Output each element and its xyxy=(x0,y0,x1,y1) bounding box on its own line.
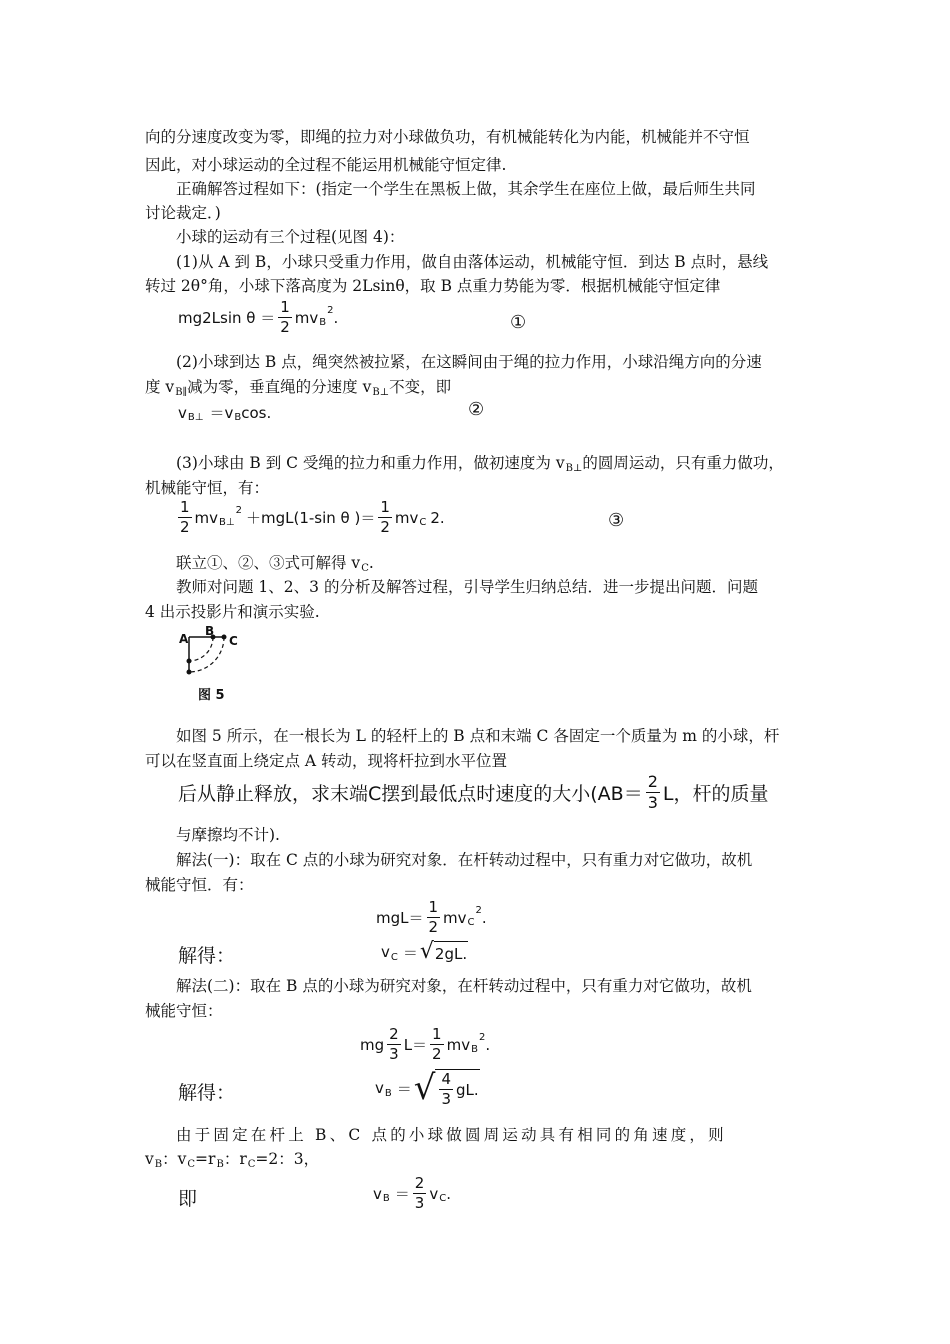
subscript: B xyxy=(216,1159,224,1170)
equation-5 xyxy=(381,941,468,963)
eq-part: mv xyxy=(194,508,219,527)
subscript: C xyxy=(419,517,427,528)
text-line: (1)从 A 到 B，小球只受重力作用，做自由落体运动，机械能守恒．到达 B 点时，悬线 xyxy=(176,253,769,271)
text-part: =2：3， xyxy=(255,1150,320,1168)
fraction xyxy=(427,900,441,935)
ball-c xyxy=(222,635,227,640)
eq-part: . xyxy=(481,908,487,927)
fraction xyxy=(439,1072,453,1107)
denominator: 3 xyxy=(441,1090,451,1108)
equation-8 xyxy=(373,1176,451,1211)
eq-part: . xyxy=(333,308,339,327)
text-line: 教师对问题 1、2、3 的分析及解答过程，引导学生归纳总结．进一步提出问题．问题 xyxy=(176,578,758,596)
numerator: 1 xyxy=(180,498,190,516)
text-part: ：v xyxy=(162,1150,187,1168)
superscript: 2 xyxy=(478,1032,486,1043)
eq-part: gL. xyxy=(456,1080,479,1099)
radicand xyxy=(435,1069,479,1107)
text-line xyxy=(176,553,374,576)
subscript: B⊥ xyxy=(372,387,390,398)
text-line: 由于固定在杆上 B、C 点的小球做圆周运动具有相同的角速度，则 xyxy=(176,1126,727,1144)
fraction xyxy=(378,500,392,535)
radical-sign: √ xyxy=(413,1068,436,1108)
eq-part: ＝ xyxy=(396,1079,412,1098)
text-ji: 即 xyxy=(178,1188,198,1210)
eq-part: mgL＝ xyxy=(376,909,424,927)
eq-part: v xyxy=(381,943,390,961)
subscript: B xyxy=(471,1044,478,1055)
subscript: B xyxy=(382,1193,390,1204)
radicand: 2gL. xyxy=(434,941,468,963)
subscript: C xyxy=(187,1159,196,1170)
eq-part: mg xyxy=(360,1035,385,1054)
denominator: 2 xyxy=(180,518,190,536)
text-line xyxy=(145,377,451,400)
numerator: 2 xyxy=(389,1025,399,1043)
text-part: 不变，即 xyxy=(389,378,452,396)
denominator: 2 xyxy=(432,1045,442,1063)
square-root xyxy=(414,1069,480,1107)
eq-part: ＝v xyxy=(209,404,234,422)
fraction xyxy=(278,300,292,335)
text-line: 4 出示投影片和演示实验. xyxy=(145,603,320,621)
denominator: 3 xyxy=(414,1194,425,1212)
text-line: 械能守恒： xyxy=(145,1002,223,1020)
superscript: 2 xyxy=(475,905,482,916)
text-line xyxy=(176,453,784,476)
ball-c-low xyxy=(187,670,192,675)
ball-b-low xyxy=(187,659,192,664)
text-part: 减为零，垂直绳的分速度 v xyxy=(187,378,372,396)
square-root xyxy=(420,941,468,963)
eq-part: mg2Lsin θ ＝ xyxy=(178,309,276,327)
superscript: 2 xyxy=(235,505,242,516)
arc-b xyxy=(189,637,213,661)
denominator: 2 xyxy=(380,518,390,536)
eq-part: L＝ xyxy=(403,1036,428,1054)
text-part: v xyxy=(145,1150,154,1168)
denominator: 3 xyxy=(389,1045,399,1063)
numerator: 4 xyxy=(441,1070,451,1088)
eq-part: cos. xyxy=(241,403,272,422)
problem-statement-line xyxy=(178,774,769,811)
eq-part: . xyxy=(485,1035,491,1054)
fraction xyxy=(430,1027,444,1062)
eq-part: mv xyxy=(443,908,467,927)
subscript: C xyxy=(390,951,398,963)
equation-marker-3: ③ xyxy=(608,510,625,531)
fraction xyxy=(387,1027,401,1062)
text-line: 械能守恒．有： xyxy=(145,876,254,894)
subscript: C xyxy=(361,563,369,574)
subscript: B xyxy=(319,317,327,328)
eq-part: mv xyxy=(294,308,319,327)
equation-3 xyxy=(175,500,445,535)
subscript: C xyxy=(467,917,475,928)
subscript: C xyxy=(439,1193,447,1204)
text-line xyxy=(145,1149,319,1172)
subscript: C xyxy=(247,1159,256,1170)
text-line: 解法(一)：取在 C 点的小球为研究对象．在杆转动过程中，只有重力对它做功，故机 xyxy=(176,851,753,869)
text-line: 与摩擦均不计). xyxy=(176,826,280,844)
subscript: B⊥ xyxy=(219,517,235,528)
equation-2 xyxy=(178,402,271,423)
eq-part: . xyxy=(446,1184,451,1203)
solution-label: 解得： xyxy=(178,945,236,967)
text-line: 讨论裁定．) xyxy=(145,204,221,222)
subscript: B⊥ xyxy=(187,412,204,423)
text-line: 正确解答过程如下：(指定一个学生在黑板上做，其余学生在座位上做，最后师生共同 xyxy=(176,180,756,198)
text-part: 联立①、②、③式可解得 v xyxy=(176,554,361,572)
radical-sign: √ xyxy=(419,939,434,964)
equation-marker-2: ② xyxy=(468,399,485,420)
text-part: (3)小球由 B 到 C 受绳的拉力和重力作用，做初速度为 v xyxy=(176,454,565,472)
denominator: 2 xyxy=(428,918,439,936)
fraction xyxy=(178,500,192,535)
denominator: 3 xyxy=(647,793,658,812)
numerator: 2 xyxy=(414,1174,425,1192)
denominator: 2 xyxy=(280,318,290,336)
text-part: 度 v xyxy=(145,378,175,396)
text-part: L，杆的质量 xyxy=(662,783,769,805)
figure-label-c: C xyxy=(229,634,238,648)
figure-label-a: A xyxy=(179,632,189,646)
fraction xyxy=(413,1176,427,1211)
equation-1 xyxy=(178,300,338,335)
text-line: 可以在竖直面上绕定点 A 转动，现将杆拉到水平位置 xyxy=(145,752,508,770)
figure-label-b: B xyxy=(205,624,215,638)
fraction xyxy=(646,774,660,811)
superscript: 2 xyxy=(327,305,334,316)
eq-part: v xyxy=(429,1184,439,1203)
equation-4 xyxy=(376,900,487,935)
text-line: 向的分速度改变为零，即绳的拉力对小球做负功，有机械能转化为内能，机械能并不守恒 xyxy=(145,128,750,146)
subscript: B⊥ xyxy=(565,463,583,474)
subscript: B xyxy=(234,412,242,423)
equation-7 xyxy=(375,1069,480,1107)
eq-part: ＝ xyxy=(394,1185,410,1203)
text-line: 因此，对小球运动的全过程不能运用机械能守恒定律. xyxy=(145,156,507,174)
text-part: 后从静止释放，求末端C摆到最低点时速度的大小(AB＝ xyxy=(178,783,643,805)
eq-part: v xyxy=(375,1079,384,1097)
eq-part: ＋mgL(1-sin θ )＝ xyxy=(246,509,376,527)
eq-part: v xyxy=(178,403,187,422)
figure-caption: 图 5 xyxy=(198,688,225,703)
numerator: 1 xyxy=(280,298,290,316)
text-part: . xyxy=(368,554,374,572)
text-part: =r xyxy=(195,1150,216,1168)
eq-part: mv xyxy=(446,1035,471,1054)
numerator: 1 xyxy=(432,1025,442,1043)
text-part: ：r xyxy=(223,1150,247,1168)
subscript: B xyxy=(384,1087,392,1099)
subscript: B∥ xyxy=(175,387,188,398)
text-part: 的圆周运动，只有重力做功， xyxy=(582,454,784,472)
eq-part: ＝ xyxy=(402,943,418,962)
text-line: 转过 2θ°角，小球下落高度为 2Lsinθ，取 B 点重力势能为零．根据机械能守恒定律 xyxy=(145,277,721,295)
solution-label: 解得： xyxy=(178,1082,236,1104)
eq-part: v xyxy=(373,1184,382,1203)
numerator: 2 xyxy=(647,772,658,791)
text-line: 解法(二)：取在 B 点的小球为研究对象，在杆转动过程中，只有重力对它做功，故机 xyxy=(176,977,752,995)
equation-marker-1: ① xyxy=(510,312,527,333)
arc-c xyxy=(189,637,224,672)
text-line: (2)小球到达 B 点，绳突然被拉紧，在这瞬间由于绳的拉力作用，小球沿绳方向的分速 xyxy=(176,353,762,371)
text-line: 小球的运动有三个过程(见图 4)： xyxy=(176,228,405,246)
eq-part: 2. xyxy=(430,508,445,527)
equation-6 xyxy=(360,1027,490,1062)
subscript: B xyxy=(154,1159,163,1170)
text-line: 机械能守恒，有： xyxy=(145,479,270,497)
text-line: 如图 5 所示，在一根长为 L 的轻杆上的 B 点和末端 C 各固定一个质量为 m 的小球，杆 xyxy=(176,727,780,745)
numerator: 1 xyxy=(428,898,439,916)
numerator: 1 xyxy=(380,498,390,516)
eq-part: mv xyxy=(394,508,419,527)
